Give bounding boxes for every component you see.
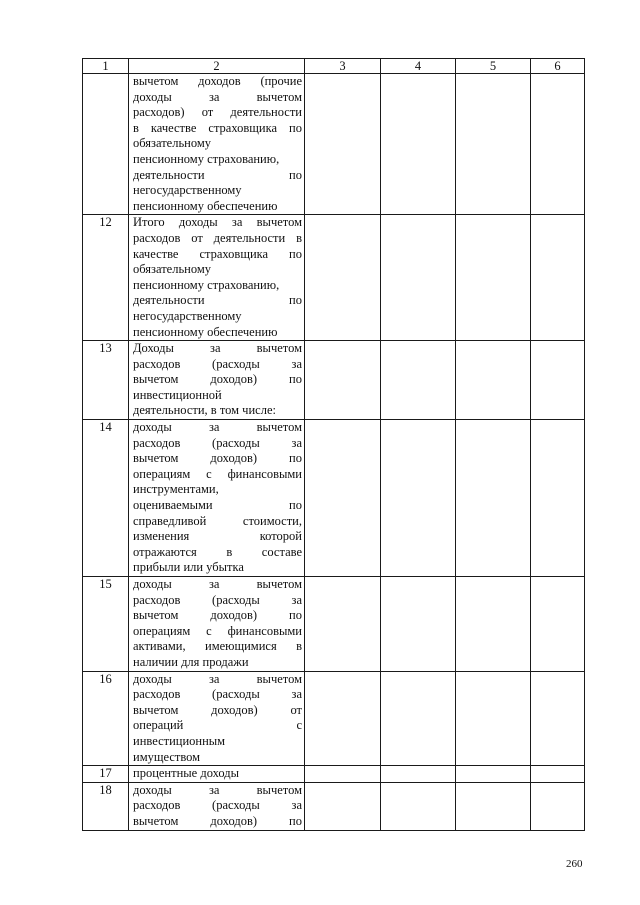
description-line: обязательному	[133, 136, 212, 151]
description-line: деятельности по	[133, 293, 302, 308]
row-number: 15	[83, 577, 129, 672]
description-line: изменения которой	[133, 529, 302, 544]
value-cell-col-3	[305, 782, 381, 830]
page-number: 260	[566, 858, 583, 870]
value-cell-col-4	[381, 341, 456, 420]
value-cell-col-4	[381, 74, 456, 215]
description-line: инвестиционным	[133, 733, 226, 748]
value-cell-col-4	[381, 782, 456, 830]
table-row	[83, 766, 585, 783]
value-cell-col-3	[305, 420, 381, 577]
description-line: доходы за вычетом	[133, 89, 302, 104]
value-cell-col-5	[456, 766, 531, 783]
table-row	[83, 341, 585, 420]
description-line: имуществом	[133, 749, 201, 764]
column-header-5: 5	[456, 59, 531, 74]
value-cell-col-5	[456, 420, 531, 577]
column-header-1: 1	[83, 59, 129, 74]
description-line: расходов (расходы за	[133, 798, 302, 813]
description-line: наличии для продажи	[133, 654, 249, 669]
description-line: справедливой стоимости,	[133, 513, 302, 528]
value-cell-col-6	[531, 577, 585, 672]
value-cell-col-5	[456, 74, 531, 215]
column-header-6: 6	[531, 59, 585, 74]
column-header-4: 4	[381, 59, 456, 74]
row-number	[83, 74, 129, 215]
description-line: прибыли или убытка	[133, 560, 244, 575]
description-line: доходы за вычетом	[133, 782, 302, 797]
row-number: 18	[83, 782, 129, 830]
description-line: расходов) от деятельности	[133, 105, 302, 120]
value-cell-col-4	[381, 215, 456, 341]
description-line: вычетом доходов) по	[133, 813, 302, 828]
description-line: Итого доходы за вычетом	[133, 215, 302, 230]
table-row	[83, 671, 585, 766]
row-description	[129, 420, 305, 577]
row-description	[129, 782, 305, 830]
description-line: пенсионному обеспечению	[133, 324, 278, 339]
description-line: доходы за вычетом	[133, 420, 302, 435]
table-row	[83, 782, 585, 830]
description-line: расходов (расходы за	[133, 356, 302, 371]
row-description	[129, 577, 305, 672]
document-page	[82, 58, 585, 831]
row-number: 17	[83, 766, 129, 783]
value-cell-col-4	[381, 671, 456, 766]
value-cell-col-6	[531, 671, 585, 766]
value-cell-col-3	[305, 215, 381, 341]
value-cell-col-4	[381, 420, 456, 577]
value-cell-col-6	[531, 766, 585, 783]
description-line: вычетом доходов) по	[133, 372, 302, 387]
value-cell-col-4	[381, 766, 456, 783]
value-cell-col-5	[456, 215, 531, 341]
description-line: вычетом доходов) по	[133, 451, 302, 466]
row-description	[129, 74, 305, 215]
description-line: качестве страховщика по	[133, 246, 302, 261]
description-line: деятельности, в том числе:	[133, 403, 276, 418]
row-number: 14	[83, 420, 129, 577]
description-line: в качестве страховщика по	[133, 120, 302, 135]
description-line: расходов (расходы за	[133, 592, 302, 607]
value-cell-col-3	[305, 577, 381, 672]
row-description	[129, 671, 305, 766]
description-line: обязательному	[133, 262, 212, 277]
description-line: расходов (расходы за	[133, 687, 302, 702]
description-line: инвестиционной	[133, 387, 222, 402]
row-number: 12	[83, 215, 129, 341]
value-cell-col-6	[531, 420, 585, 577]
description-line: оцениваемыми по	[133, 498, 302, 513]
table-row	[83, 74, 585, 215]
description-line: доходы за вычетом	[133, 577, 302, 591]
column-header-2: 2	[129, 59, 305, 74]
value-cell-col-5	[456, 577, 531, 672]
value-cell-col-5	[456, 341, 531, 420]
table-row	[83, 577, 585, 672]
description-line: вычетом доходов) по	[133, 608, 302, 623]
description-line: доходы за вычетом	[133, 671, 302, 686]
description-line: процентные доходы	[133, 766, 240, 781]
description-line: пенсионному обеспечению	[133, 198, 278, 213]
description-line: негосударственному	[133, 308, 242, 323]
description-line: активами, имеющимися в	[133, 639, 302, 654]
table-row	[83, 215, 585, 341]
value-cell-col-3	[305, 671, 381, 766]
value-cell-col-4	[381, 577, 456, 672]
value-cell-col-6	[531, 215, 585, 341]
value-cell-col-6	[531, 74, 585, 215]
description-line: расходов от деятельности в	[133, 230, 302, 245]
description-line: Доходы за вычетом	[133, 341, 302, 356]
header-row	[83, 59, 585, 74]
description-line: операциям с финансовыми	[133, 623, 302, 638]
value-cell-col-6	[531, 782, 585, 830]
description-line: операциям с финансовыми	[133, 466, 302, 481]
row-number: 16	[83, 671, 129, 766]
report-table-body	[83, 59, 585, 831]
description-line: операций с	[133, 718, 302, 733]
value-cell-col-3	[305, 74, 381, 215]
value-cell-col-3	[305, 766, 381, 783]
table-row	[83, 420, 585, 577]
description-line: отражаются в составе	[133, 544, 302, 559]
report-table	[82, 58, 585, 831]
description-line: пенсионному страхованию,	[133, 277, 280, 292]
value-cell-col-5	[456, 671, 531, 766]
row-number: 13	[83, 341, 129, 420]
column-header-3: 3	[305, 59, 381, 74]
description-line: вычетом доходов) от	[133, 702, 302, 717]
description-line: негосударственному	[133, 183, 242, 198]
row-description	[129, 215, 305, 341]
description-line: инструментами,	[133, 482, 219, 497]
row-description	[129, 341, 305, 420]
description-line: расходов (расходы за	[133, 435, 302, 450]
value-cell-col-6	[531, 341, 585, 420]
description-line: пенсионному страхованию,	[133, 151, 280, 166]
value-cell-col-3	[305, 341, 381, 420]
row-description	[129, 766, 305, 783]
value-cell-col-5	[456, 782, 531, 830]
description-line: деятельности по	[133, 167, 302, 182]
description-line: вычетом доходов (прочие	[133, 74, 302, 88]
